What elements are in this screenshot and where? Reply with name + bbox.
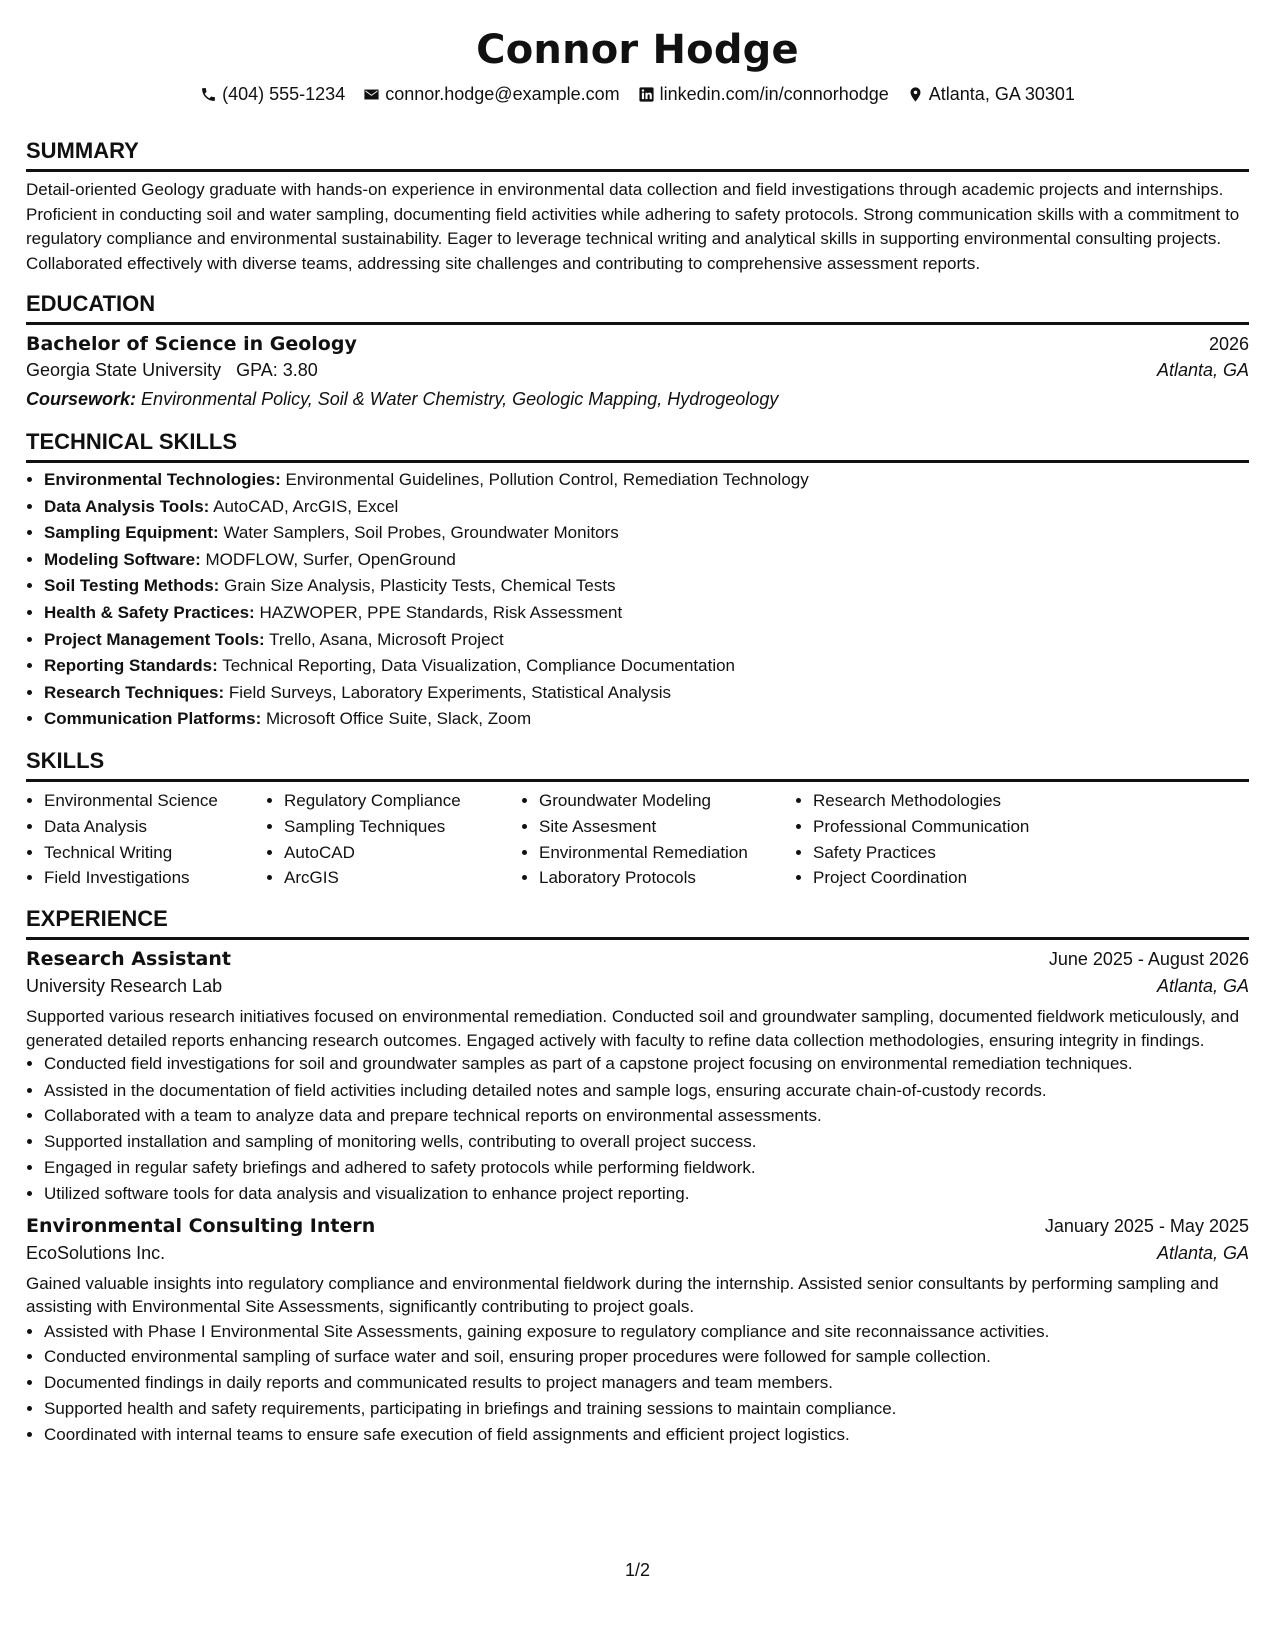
- summary-section: [26, 137, 1249, 276]
- list-item: • Assisted in the documentation of field activities including detailed notes and sample logs, ensuring accurate chain-of-custody records.: [44, 1078, 1249, 1104]
- skills-column: [26, 788, 266, 891]
- technical-skills-list: [26, 467, 1249, 733]
- list-item: [44, 706, 1249, 733]
- job-dates: January 2025 - May 2025: [1044, 1215, 1249, 1236]
- linkedin-icon: [638, 86, 655, 103]
- school-name: Georgia State University: [26, 360, 222, 380]
- envelope-icon: [363, 86, 380, 103]
- school-line: [26, 360, 318, 381]
- contact-location: [907, 84, 1075, 105]
- summary-text: Detail-oriented Geology graduate with hands-on experience in environmental data collection and field investigations through academic projects and internships. Proficient in conducting soil and water sampling, documenting field activities while adhering to safety protocols. Strong communication skills with a commitment to regulatory compliance and environmental sustainability. Eager to leverage technical writing and analytical skills in supporting environmental consulting projects. Collaborated effectively with diverse teams, addressing site challenges and contributing to comprehensive assessment reports.: [26, 180, 1240, 273]
- section-divider: [26, 322, 1249, 325]
- skills-heading: SKILLS: [26, 747, 105, 773]
- candidate-name: Connor Hodge: [476, 27, 799, 73]
- job-org-row: [26, 1243, 1249, 1264]
- coursework-list: Environmental Policy, Soil & Water Chemistry, Geologic Mapping, Hydrogeology: [141, 389, 779, 409]
- list-item: [44, 573, 1249, 600]
- list-item: • Collaborated with a team to analyze data and prepare technical reports on environmental assessments.: [44, 1103, 1249, 1129]
- degree: Bachelor of Science in Geology: [26, 333, 357, 355]
- list-item: [44, 627, 1249, 654]
- list-item: • Coordinated with internal teams to ensure safe execution of field assignments and efficient project logistics.: [44, 1422, 1249, 1448]
- list-item: • Professional Communication: [813, 814, 1093, 840]
- job-description: Gained valuable insights into regulatory compliance and environmental fieldwork during the internship. Assisted senior consultants by performing sampling and assisting with Environmental Site Assessments, significantly contributing to project goals.: [26, 1273, 1219, 1317]
- skill-values: HAZWOPER, PPE Standards, Risk Assessment: [259, 602, 623, 622]
- education-section: [26, 290, 1249, 410]
- list-item: • Safety Practices: [813, 840, 1093, 866]
- list-item: [44, 653, 1249, 680]
- job-location: Atlanta, GA: [1156, 976, 1249, 997]
- contact-linkedin[interactable]: [638, 84, 889, 105]
- list-item: [44, 494, 1249, 521]
- list-item: • Field Investigations: [44, 865, 266, 891]
- job-dates: June 2025 - August 2026: [1048, 949, 1249, 970]
- section-divider: [26, 169, 1249, 172]
- skill-values: Microsoft Office Suite, Slack, Zoom: [265, 709, 532, 729]
- skill-values: Trello, Asana, Microsoft Project: [269, 629, 504, 649]
- page-number: 1/2: [624, 1560, 651, 1580]
- job-header: [26, 948, 1249, 970]
- skill-category: Communication Platforms:: [44, 709, 262, 729]
- job-entry: [26, 948, 1249, 1206]
- section-divider: [26, 937, 1249, 940]
- resume-page: [26, 0, 1249, 1448]
- skills-section: [26, 747, 1249, 891]
- skill-category: Reporting Standards:: [44, 656, 218, 676]
- list-item: • Supported health and safety requirements, participating in briefings and training sessions to maintain compliance.: [44, 1396, 1249, 1422]
- experience-heading: EXPERIENCE: [26, 906, 168, 932]
- location-text: Atlanta, GA 30301: [928, 83, 1075, 104]
- list-item: • Conducted environmental sampling of surface water and soil, ensuring proper procedures were followed for sample collection.: [44, 1344, 1249, 1370]
- experience-section: [26, 905, 1249, 1447]
- phone-icon: [200, 86, 217, 103]
- job-description: Supported various research initiatives focused on environmental remediation. Conducted soil and groundwater sampling, documented fieldwork meticulously, and generated detailed reports enhancing research outcomes. Engaged actively with faculty to refine data collection methodologies, ensuring integrity in findings.: [26, 1007, 1240, 1050]
- job-organization: EcoSolutions Inc.: [26, 1242, 166, 1263]
- phone-text: (404) 555-1234: [222, 83, 346, 104]
- list-item: • Conducted field investigations for soil and groundwater samples as part of a capstone project focusing on environmental remediation techniques.: [44, 1052, 1249, 1076]
- list-item: [44, 467, 1249, 494]
- list-item: • Engaged in regular safety briefings and adhered to safety protocols while performing fieldwork.: [44, 1155, 1249, 1181]
- skills-column: [521, 788, 795, 891]
- job-location: Atlanta, GA: [1156, 1242, 1249, 1263]
- coursework-label: Coursework:: [26, 389, 137, 409]
- skill-values: Water Samplers, Soil Probes, Groundwater Monitors: [223, 523, 619, 543]
- education-school-row: [26, 360, 1249, 381]
- coursework: [26, 389, 1249, 410]
- school-location: Atlanta, GA: [1156, 360, 1249, 380]
- list-item: • Technical Writing: [44, 840, 266, 866]
- job-header: [26, 1215, 1249, 1237]
- graduation-year: 2026: [1208, 334, 1249, 354]
- gpa: GPA: 3.80: [236, 360, 318, 380]
- skill-values: Environmental Guidelines, Pollution Control, Remediation Technology: [285, 470, 809, 489]
- technical-skills-heading: TECHNICAL SKILLS: [26, 429, 238, 454]
- list-item: • ArcGIS: [284, 865, 521, 891]
- skill-values: MODFLOW, Surfer, OpenGround: [205, 549, 456, 569]
- list-item: [44, 600, 1249, 627]
- list-item: • Environmental Science: [44, 788, 266, 814]
- skill-values: AutoCAD, ArcGIS, Excel: [213, 496, 399, 516]
- skill-category: Research Techniques:: [44, 682, 225, 702]
- technical-skills-section: [26, 428, 1249, 733]
- skills-column: [795, 788, 1093, 891]
- list-item: • Regulatory Compliance: [284, 788, 521, 814]
- job-org-row: [26, 976, 1249, 997]
- skill-values: Technical Reporting, Data Visualization, Compliance Documentation: [222, 656, 736, 676]
- list-item: • Data Analysis: [44, 814, 266, 840]
- list-item: [44, 680, 1249, 707]
- linkedin-text: linkedin.com/in/connorhodge: [659, 83, 889, 104]
- job-organization: University Research Lab: [26, 976, 223, 997]
- job-bullets: [26, 1052, 1249, 1206]
- education-heading: EDUCATION: [26, 291, 156, 316]
- list-item: • Environmental Remediation: [539, 840, 795, 866]
- list-item: • Supported installation and sampling of monitoring wells, contributing to overall project success.: [44, 1129, 1249, 1155]
- map-pin-icon: [907, 86, 924, 103]
- skill-category: Soil Testing Methods:: [44, 576, 220, 596]
- list-item: • Research Methodologies: [813, 788, 1093, 814]
- list-item: • Project Coordination: [813, 865, 1093, 891]
- list-item: • Groundwater Modeling: [539, 788, 795, 814]
- list-item: • Sampling Techniques: [284, 814, 521, 840]
- skill-category: Project Management Tools:: [44, 629, 265, 649]
- summary-heading: SUMMARY: [26, 138, 139, 163]
- list-item: [44, 520, 1249, 547]
- job-title: Environmental Consulting Intern: [26, 1214, 376, 1237]
- list-item: • Assisted with Phase I Environmental Site Assessments, gaining exposure to regulatory compliance and site reconnaissance activities.: [44, 1319, 1249, 1345]
- education-row: [26, 333, 1249, 355]
- skill-category: Health & Safety Practices:: [44, 602, 255, 622]
- skill-category: Data Analysis Tools:: [44, 496, 210, 516]
- email-text: connor.hodge@example.com: [385, 83, 620, 104]
- list-item: [44, 547, 1249, 574]
- skill-category: Sampling Equipment:: [44, 523, 219, 543]
- section-divider: [26, 460, 1249, 463]
- contact-phone[interactable]: [200, 84, 345, 105]
- section-divider: [26, 779, 1249, 782]
- job-bullets: [26, 1319, 1249, 1448]
- contact-email[interactable]: [363, 84, 619, 105]
- skills-column: [266, 788, 521, 891]
- skills-grid: [26, 788, 1249, 891]
- job-title: Research Assistant: [26, 948, 231, 971]
- contact-bar: [26, 82, 1249, 106]
- skill-category: Environmental Technologies:: [44, 470, 281, 489]
- list-item: • Utilized software tools for data analysis and visualization to enhance project reporting.: [44, 1181, 1249, 1207]
- job-entry: [26, 1215, 1249, 1448]
- skill-values: Grain Size Analysis, Plasticity Tests, Chemical Tests: [224, 576, 616, 596]
- list-item: • Laboratory Protocols: [539, 865, 795, 891]
- list-item: • AutoCAD: [284, 840, 521, 866]
- list-item: • Documented findings in daily reports and communicated results to project managers and team members.: [44, 1370, 1249, 1396]
- skill-values: Field Surveys, Laboratory Experiments, Statistical Analysis: [228, 682, 672, 702]
- list-item: • Site Assesment: [539, 814, 795, 840]
- skill-category: Modeling Software:: [44, 549, 201, 569]
